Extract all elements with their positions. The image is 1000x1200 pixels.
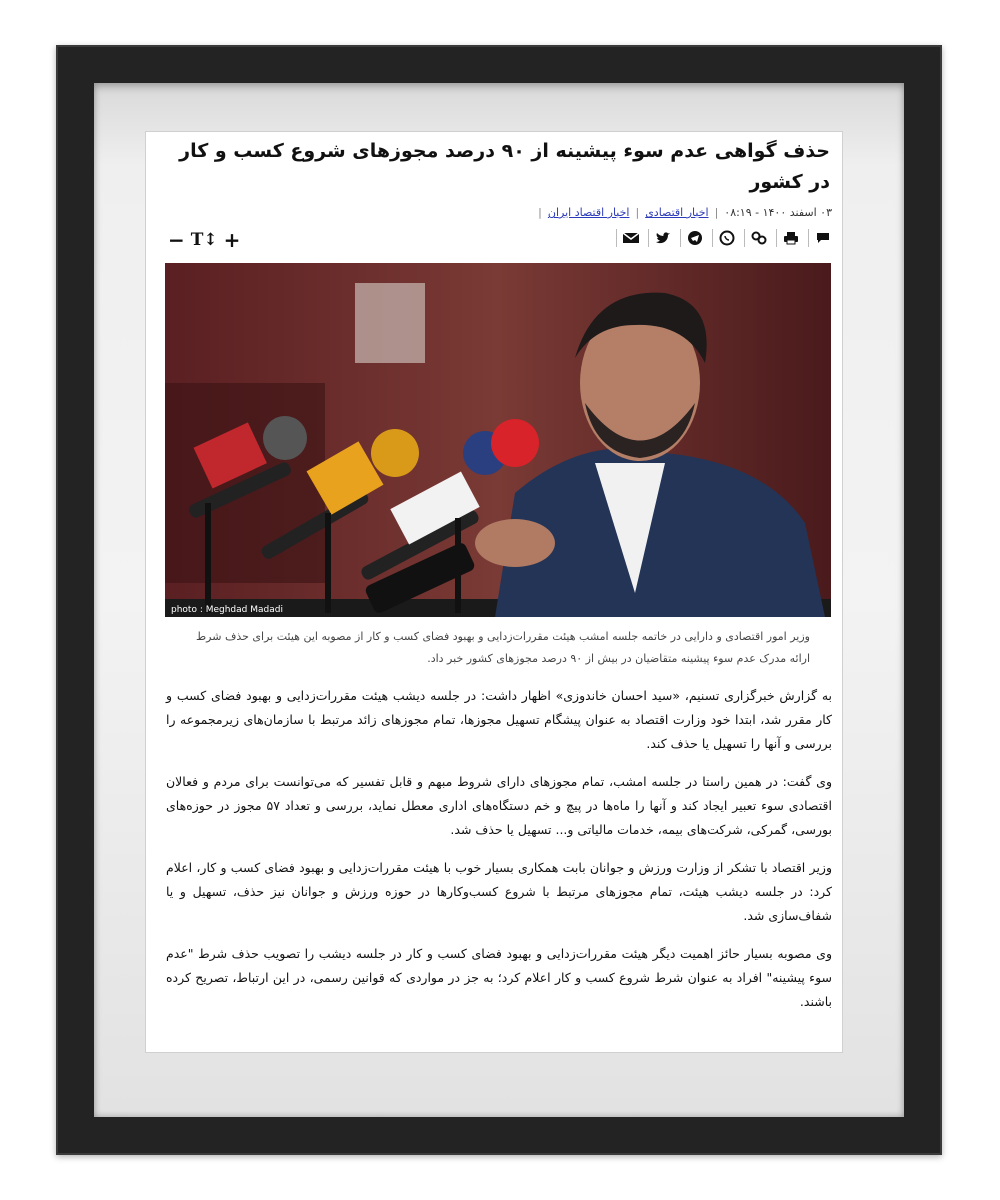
whatsapp-icon[interactable]: [712, 229, 738, 247]
meta-separator: |: [714, 206, 719, 219]
font-decrease-button[interactable]: −: [168, 228, 185, 252]
news-article: [146, 132, 842, 1052]
photo-caption: وزیر امور اقتصادی و دارایی در خاتمه جلسه امشب هیئت مقررات‌زدایی و بهبود فضای کسب و کار از مصوبه این هیئت برای حذف شرط ارائه مدرک عدم سوء پیشینه متقاضیان در بیش از ۹۰ درصد مجوزهای کشور خبر داد.: [196, 630, 810, 665]
email-icon[interactable]: [616, 229, 642, 247]
article-photo-illustration: [165, 263, 831, 617]
font-size-controls: [166, 228, 242, 252]
paragraph: وی مصوبه بسیار حائز اهمیت دیگر هیئت مقررات‌زدایی و بهبود فضای کسب و کار در جلسه دیشب را تصویب حذف شرط "عدم سوء پیشینه" افراد به عنوان شرط شروع کسب و کار اعلام کرد؛ به جز در مواردی که قوانین رسمی، در این ارتباط، تصریح کرده باشند.: [166, 946, 832, 1009]
article-title: حذف گواهی عدم سوء پیشینه از ۹۰ درصد مجوزهای شروع کسب و کار در کشور: [179, 140, 830, 193]
paragraph: وی گفت: در همین راستا در جلسه امشب، تمام مجوزهای دارای شروط مبهم و قابل تفسیر که می‌توانست برای مردم و فعالان اقتصادی سوء تعبیر ایجاد کند و آنها را ماه‌ها در پیچ و خم دستگاه‌های اداری معطل نماید، بررسی و تعداد ۵۷ مجوز در حوزه‌های بورسی، گمرکی، شرکت‌های بیمه، خدمات مالیاتی و... تسهیل یا حذف شد.: [166, 774, 832, 837]
category-link-economy[interactable]: اخبار اقتصادی: [645, 206, 709, 219]
category-link-iran-economy[interactable]: اخبار اقتصاد ایران: [547, 206, 630, 219]
telegram-icon[interactable]: [680, 229, 706, 247]
print-icon[interactable]: [776, 229, 802, 247]
paragraph: به گزارش خبرگزاری تسنیم، «سید احسان خاندوزی» اظهار داشت: در جلسه دیشب هیئت مقررات‌زدایی و بهبود فضای کسب و کار مقرر شد، ابتدا خود وزارت اقتصاد به عنوان پیشگام تسهیل مجوزها، تمام مجوزهای زائد مرتبط با سازمان‌های زیرمجموعه را بررسی و آنها را تسهیل یا حذف کند.: [166, 688, 832, 751]
article-date: ۰۳ اسفند ۱۴۰۰ - ۰۸:۱۹: [724, 206, 832, 219]
share-toolbar: [616, 229, 834, 247]
font-size-label: T↕: [190, 230, 218, 250]
comment-icon[interactable]: [808, 229, 834, 247]
article-meta: [538, 206, 832, 219]
meta-separator: |: [538, 206, 542, 219]
meta-separator: |: [635, 206, 640, 219]
paragraph: وزیر اقتصاد با تشکر از وزارت ورزش و جوانان بابت همکاری بسیار خوب با هیئت مقررات‌زدایی و بهبود فضای کسب و کار، اعلام کرد: در جلسه دیشب هیئت، تمام مجوزهای مرتبط با شروع کسب‌وکارها در حوزه ورزش و جوانان نیز حذف، تسهیل و یا شفاف‌سازی شد.: [166, 860, 832, 923]
twitter-icon[interactable]: [648, 229, 674, 247]
article-body: [166, 684, 832, 1028]
photo-credit: photo : Meghdad Madadi: [171, 605, 283, 615]
font-increase-button[interactable]: +: [223, 228, 241, 252]
article-photo: [165, 263, 831, 617]
link-icon[interactable]: [744, 229, 770, 247]
